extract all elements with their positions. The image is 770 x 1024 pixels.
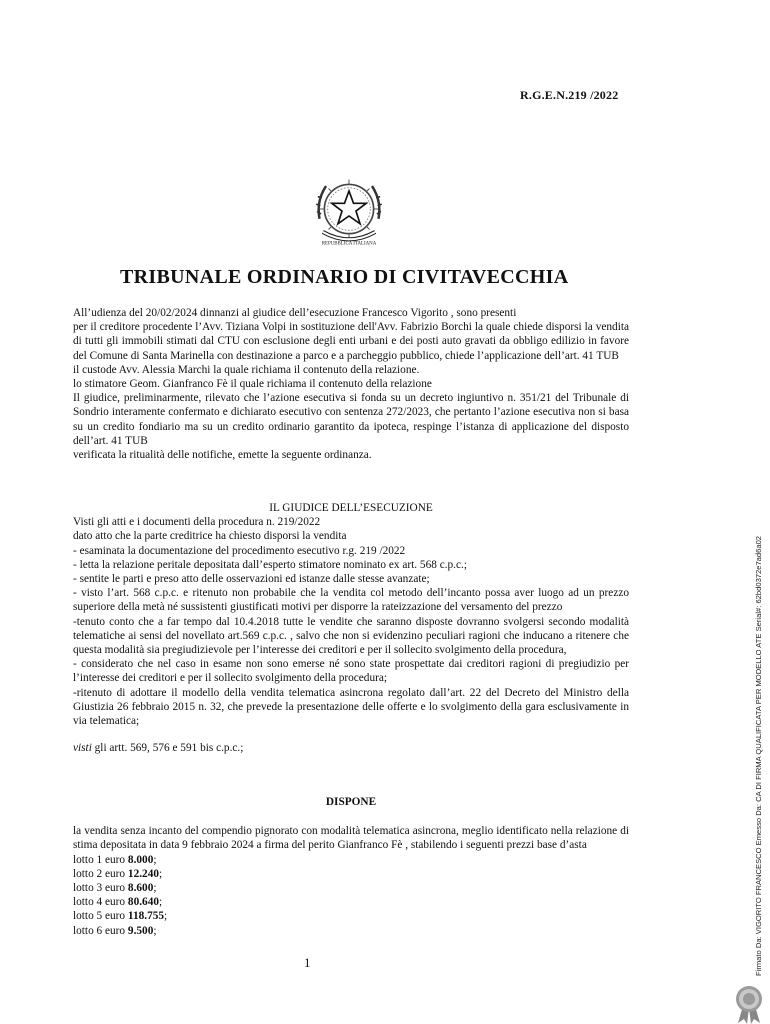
- lot-price: 9.500: [127, 924, 154, 937]
- lot-suffix: ;: [153, 853, 157, 866]
- hearing-opening: All’udienza del 20/02/2024 dinnanzi al giudice dell’esecuzione Francesco Vigorito , sono presenti: [73, 307, 517, 319]
- order-paragraph: - considerato che nel caso in esame non sono emerse né sono state prospettate dai creditori ragioni di pregiudizio per l’interesse dei creditori e per il sollecito svolgimento della procedura;: [73, 658, 629, 685]
- order-line: Visti gli atti e i documenti della procedura n. 219/2022: [73, 516, 321, 529]
- italian-republic-emblem: [308, 168, 390, 250]
- lot-price: 118.755: [127, 910, 165, 923]
- legal-references-text: gli artt. 569, 576 e 591 bis c.p.c.;: [91, 742, 244, 755]
- order-line: dato atto che la parte creditrice ha chiesto disporsi la vendita: [73, 530, 347, 543]
- case-number: R.G.E.N.219 /2022: [520, 88, 619, 102]
- lot-label: lotto 4 euro: [73, 896, 128, 909]
- lot-label: lotto 1 euro: [73, 853, 128, 866]
- lot-price-list: [73, 853, 629, 938]
- lot-price: 12.240: [127, 867, 159, 880]
- lot-price: 8.600: [127, 882, 154, 895]
- order-line: - sentite le parti e preso atto delle osservazioni ed istanze dalle stesse avanzate;: [73, 573, 430, 586]
- lot-row: [73, 867, 629, 881]
- custodian-statement: il custode Avv. Alessia Marchi la quale richiama il contenuto della relazione.: [73, 363, 420, 376]
- lot-label: lotto 2 euro: [73, 867, 128, 880]
- section-heading: IL GIUDICE DELL’ESECUZIONE: [269, 502, 433, 514]
- order-paragraph: - visto l’art. 568 c.p.c. e ritenuto non probabile che la vendita col metodo dell’incanto possa aver luogo ad un prezzo superiore della metà né sussistenti giustificati motivi per disporre la rateizzazione del versamento del prezzo: [73, 587, 629, 614]
- order-paragraph: -ritenuto di adottare il modello della vendita telematica asincrona regolato dall’art. 22 del Decreto del Ministro della Giustizia 26 febbraio 2015 n. 32, che prevede la presentazione delle offerte e lo svolgimento della gara esclusivamente in via telematica;: [73, 686, 629, 728]
- order-line: - esaminata la documentazione del procedimento esecutivo r.g. 219 /2022: [73, 544, 406, 557]
- lot-label: lotto 3 euro: [73, 882, 128, 895]
- lot-suffix: ;: [164, 910, 168, 923]
- lot-row: [73, 909, 629, 923]
- appraiser-statement: lo stimatore Geom. Gianfranco Fè il quale richiama il contenuto della relazione: [73, 378, 432, 391]
- order-paragraph: -tenuto conto che a far tempo dal 10.4.2018 tutte le vendite che saranno disposte dovranno svolgersi secondo modalità telematiche ai sensi del novellato art.569 c.p.c. , salvo che non si evidenzino peculiari ragioni che inducano a ritenere che questa modalità sia pregiudizievole per l’interesse dei creditori e per il sollecito svolgimento della procedura,: [73, 615, 629, 657]
- lot-label: lotto 5 euro: [73, 910, 128, 923]
- lot-price: 80.640: [127, 896, 159, 909]
- judge-preliminary: Il giudice, preliminarmente, rilevato che l’azione esecutiva si fonda su un decreto ingiuntivo n. 351/21 del Tribunale di Sondrio interamente confermato e dichiarato esecutivo con sentenza 272/2023, che pertanto l’azione esecutiva non si basa su un credito fondiario ma su un credito ordinario garantito da ipoteca, respinge l’istanza di applicazione del disposto dell’art. 41 TUB: [73, 392, 629, 447]
- visti-word: visti: [73, 742, 92, 755]
- lot-row: [73, 895, 629, 909]
- order-section: [73, 501, 629, 755]
- dispone-heading: DISPONE: [325, 796, 377, 808]
- sale-paragraph: la vendita senza incanto del compendio pignorato con modalità telematica asincrona, meglio identificato nella relazione di stima depositata in data 9 febbraio 2024 a firma del perito Gianfranco Fè , stabilendo i seguenti prezzi base d’asta: [73, 825, 629, 852]
- lot-suffix: ;: [153, 882, 157, 895]
- lot-price: 8.000: [127, 853, 154, 866]
- hearing-record: [73, 306, 629, 462]
- lot-row: [73, 881, 629, 895]
- signature-seal-icon: [732, 984, 766, 1024]
- notifications-verified: verificata la ritualità delle notifiche, emette la seguente ordinanza.: [73, 449, 372, 462]
- order-line: - letta la relazione peritale depositata dall’esperto stimatore nominato ex art. 568 c.p.c.;: [73, 558, 467, 571]
- emblem-caption: REPUBBLICA ITALIANA: [321, 241, 377, 247]
- legal-references: [73, 741, 629, 755]
- lot-row: [73, 924, 629, 938]
- lot-suffix: ;: [159, 896, 163, 909]
- signature-text: Firmato Da: VIGORITO FRANCESCO Emesso Da: CA DI FIRMA QUALIFICATA PER MODELLO ATE Serial#: 62bd0372e7ad6a02: [754, 535, 763, 976]
- lot-suffix: ;: [159, 867, 163, 880]
- lot-suffix: ;: [153, 924, 157, 937]
- lot-row: [73, 853, 629, 867]
- court-title: TRIBUNALE ORDINARIO DI CIVITAVECCHIA: [120, 266, 569, 288]
- page-number: 1: [304, 955, 311, 970]
- creditor-request: per il creditore procedente l’Avv. Tiziana Volpi in sostituzione dell'Avv. Fabrizio Borchi la quale chiede disporsi la vendita di tutti gli immobili stimati dal CTU con esclusione degli enti urbani e dei posti auto gravati da obbligo edilizio in favore del Comune di Santa Marinella con destinazione a parco e a parcheggio pubblico, chiede l’applicazione dell’art. 41 TUB: [73, 321, 629, 362]
- lot-label: lotto 6 euro: [73, 924, 128, 937]
- dispone-section: [73, 795, 629, 938]
